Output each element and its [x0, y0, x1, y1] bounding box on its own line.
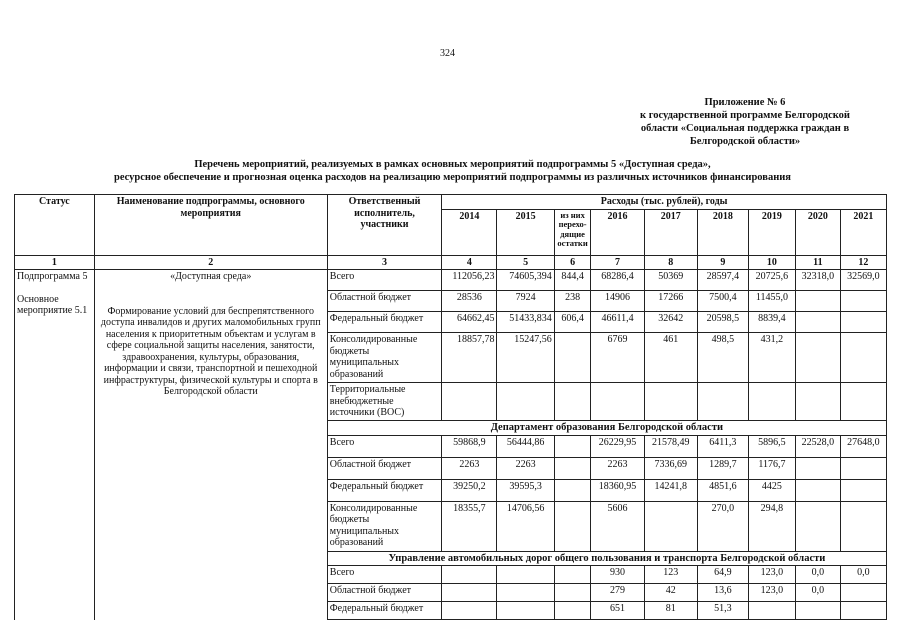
- value-cell: 294,8: [748, 501, 795, 551]
- value-cell: 6769: [591, 333, 644, 383]
- value-cell: 42: [644, 584, 697, 602]
- row-label: Областной бюджет: [327, 457, 441, 479]
- value-cell: 56444,86: [497, 435, 554, 457]
- value-cell: 844,4: [554, 270, 591, 291]
- value-cell: 74605,394: [497, 270, 554, 291]
- value-cell: 8839,4: [748, 312, 795, 333]
- value-cell: 59868,9: [442, 435, 497, 457]
- value-cell: [442, 383, 497, 421]
- value-cell: [554, 457, 591, 479]
- row-label: Федеральный бюджет: [327, 602, 441, 620]
- header-carryover: из них перехо-дящие остатки: [554, 209, 591, 255]
- value-cell: [840, 479, 886, 501]
- value-cell: 39250,2: [442, 479, 497, 501]
- value-cell: 13,6: [697, 584, 748, 602]
- value-cell: 0,0: [840, 566, 886, 584]
- value-cell: 2263: [591, 457, 644, 479]
- value-cell: 6411,3: [697, 435, 748, 457]
- value-cell: 14906: [591, 291, 644, 312]
- header-executor: Ответственный исполнитель, участники: [327, 195, 441, 256]
- value-cell: [840, 457, 886, 479]
- value-cell: 27648,0: [840, 435, 886, 457]
- value-cell: [795, 383, 840, 421]
- column-number: 3: [327, 255, 441, 270]
- column-number: 5: [497, 255, 554, 270]
- column-number: 4: [442, 255, 497, 270]
- department-title: Департамент образования Белгородской области: [327, 421, 886, 436]
- appendix-line: области «Социальная поддержка граждан в: [640, 123, 850, 134]
- value-cell: [554, 566, 591, 584]
- value-cell: [554, 602, 591, 620]
- value-cell: 46611,4: [591, 312, 644, 333]
- value-cell: [795, 501, 840, 551]
- table-row: [15, 270, 887, 291]
- header-year: 2019: [748, 209, 795, 255]
- column-number: 12: [840, 255, 886, 270]
- value-cell: 930: [591, 566, 644, 584]
- header-year: 2018: [697, 209, 748, 255]
- value-cell: 7500,4: [697, 291, 748, 312]
- row-label: Всего: [327, 435, 441, 457]
- value-cell: 0,0: [795, 566, 840, 584]
- header-year: 2015: [497, 209, 554, 255]
- value-cell: 461: [644, 333, 697, 383]
- value-cell: 15247,56: [497, 333, 554, 383]
- value-cell: 0,0: [795, 584, 840, 602]
- row-label: Всего: [327, 566, 441, 584]
- header-year: 2014: [442, 209, 497, 255]
- value-cell: 64662,45: [442, 312, 497, 333]
- value-cell: 28597,4: [697, 270, 748, 291]
- value-cell: 238: [554, 291, 591, 312]
- value-cell: 64,9: [697, 566, 748, 584]
- value-cell: [644, 383, 697, 421]
- header-name: Наименование подпрограммы, основного мероприятия: [94, 195, 327, 256]
- page-number: 324: [440, 48, 455, 59]
- value-cell: 81: [644, 602, 697, 620]
- value-cell: 651: [591, 602, 644, 620]
- column-number: 9: [697, 255, 748, 270]
- name-cell: [94, 270, 327, 620]
- heading-line: ресурсное обеспечение и прогнозная оценка расходов на реализацию мероприятий подпрограммы из различных источников финансирования: [114, 172, 791, 183]
- value-cell: [840, 584, 886, 602]
- value-cell: [442, 584, 497, 602]
- value-cell: 18360,95: [591, 479, 644, 501]
- value-cell: 20725,6: [748, 270, 795, 291]
- row-label: Областной бюджет: [327, 291, 441, 312]
- department-title: Управление автомобильных дорог общего пользования и транспорта Белгородской области: [327, 551, 886, 566]
- value-cell: [795, 312, 840, 333]
- status-line: Подпрограмма 5: [17, 271, 88, 282]
- value-cell: 112056,23: [442, 270, 497, 291]
- value-cell: 20598,5: [697, 312, 748, 333]
- value-cell: 32642: [644, 312, 697, 333]
- header-year: 2020: [795, 209, 840, 255]
- value-cell: [795, 333, 840, 383]
- subprogram-name: «Доступная среда»: [170, 271, 252, 282]
- appendix-line: к государственной программе Белгородской: [640, 110, 850, 121]
- value-cell: 7924: [497, 291, 554, 312]
- status-line: Основное: [17, 293, 59, 305]
- value-cell: 1176,7: [748, 457, 795, 479]
- value-cell: 51433,834: [497, 312, 554, 333]
- value-cell: [697, 383, 748, 421]
- value-cell: 123,0: [748, 566, 795, 584]
- value-cell: [840, 312, 886, 333]
- value-cell: 11455,0: [748, 291, 795, 312]
- value-cell: [591, 383, 644, 421]
- value-cell: [554, 435, 591, 457]
- value-cell: [748, 383, 795, 421]
- value-cell: [840, 333, 886, 383]
- document-heading: [0, 158, 905, 184]
- column-number: 6: [554, 255, 591, 270]
- value-cell: [554, 584, 591, 602]
- value-cell: 68286,4: [591, 270, 644, 291]
- column-number: 10: [748, 255, 795, 270]
- value-cell: 1289,7: [697, 457, 748, 479]
- value-cell: 498,5: [697, 333, 748, 383]
- value-cell: 51,3: [697, 602, 748, 620]
- value-cell: 5606: [591, 501, 644, 551]
- appendix-line: Приложение № 6: [704, 97, 786, 108]
- row-label: Всего: [327, 270, 441, 291]
- value-cell: [497, 584, 554, 602]
- value-cell: [795, 602, 840, 620]
- value-cell: 270,0: [697, 501, 748, 551]
- row-label: Федеральный бюджет: [327, 312, 441, 333]
- value-cell: 39595,3: [497, 479, 554, 501]
- value-cell: [554, 501, 591, 551]
- value-cell: 2263: [497, 457, 554, 479]
- value-cell: 4425: [748, 479, 795, 501]
- appendix-line: Белгородской области»: [689, 136, 801, 147]
- header-year: 2017: [644, 209, 697, 255]
- value-cell: [442, 566, 497, 584]
- value-cell: 7336,69: [644, 457, 697, 479]
- value-cell: 123: [644, 566, 697, 584]
- column-number: 1: [15, 255, 95, 270]
- row-label: Федеральный бюджет: [327, 479, 441, 501]
- value-cell: [840, 501, 886, 551]
- value-cell: 2263: [442, 457, 497, 479]
- value-cell: 18355,7: [442, 501, 497, 551]
- value-cell: 606,4: [554, 312, 591, 333]
- header-year: 2016: [591, 209, 644, 255]
- row-label: Консолидированные бюджеты муниципальных образований: [327, 333, 441, 383]
- measure-name: Формирование условий для беспрепятственного доступа инвалидов и других маломобильных групп населения к приоритетным объектам и услугам в сфере социальной защиты населения, занятости, здравоохранения, культуры, образования, информации и связи, транспортной и пешеходной инфраструктуры, физической культуры и спорта в Белгородской области: [100, 305, 321, 397]
- expenses-table: [14, 194, 887, 620]
- heading-line: Перечень мероприятий, реализуемых в рамках основных мероприятий подпрограммы 5 «Доступная среда»,: [194, 159, 711, 170]
- value-cell: 32569,0: [840, 270, 886, 291]
- header-status: Статус: [15, 195, 95, 256]
- header-year: 2021: [840, 209, 886, 255]
- value-cell: [795, 291, 840, 312]
- value-cell: 21578,49: [644, 435, 697, 457]
- value-cell: 5896,5: [748, 435, 795, 457]
- value-cell: 26229,95: [591, 435, 644, 457]
- value-cell: [554, 383, 591, 421]
- status-line: мероприятие 5.1: [17, 305, 88, 316]
- value-cell: [840, 291, 886, 312]
- column-number: 8: [644, 255, 697, 270]
- value-cell: [840, 383, 886, 421]
- value-cell: [497, 383, 554, 421]
- row-label: Консолидированные бюджеты муниципальных образований: [327, 501, 441, 551]
- value-cell: [795, 479, 840, 501]
- value-cell: 14706,56: [497, 501, 554, 551]
- value-cell: 123,0: [748, 584, 795, 602]
- value-cell: [554, 479, 591, 501]
- appendix-block: [625, 96, 865, 148]
- row-label: Территориальные внебюджетные источники (ВОС): [327, 383, 441, 421]
- value-cell: [748, 602, 795, 620]
- value-cell: 4851,6: [697, 479, 748, 501]
- value-cell: 17266: [644, 291, 697, 312]
- row-label: Областной бюджет: [327, 584, 441, 602]
- value-cell: 279: [591, 584, 644, 602]
- value-cell: [795, 457, 840, 479]
- value-cell: 28536: [442, 291, 497, 312]
- status-cell: [15, 270, 95, 620]
- value-cell: [554, 333, 591, 383]
- value-cell: 32318,0: [795, 270, 840, 291]
- column-number: 11: [795, 255, 840, 270]
- value-cell: [840, 602, 886, 620]
- value-cell: 18857,78: [442, 333, 497, 383]
- value-cell: 14241,8: [644, 479, 697, 501]
- value-cell: [644, 501, 697, 551]
- value-cell: 431,2: [748, 333, 795, 383]
- value-cell: [497, 602, 554, 620]
- column-number: 2: [94, 255, 327, 270]
- header-expenses: Расходы (тыс. рублей), годы: [442, 195, 887, 210]
- column-number-row: [15, 255, 887, 270]
- column-number: 7: [591, 255, 644, 270]
- value-cell: [442, 602, 497, 620]
- value-cell: 22528,0: [795, 435, 840, 457]
- value-cell: [497, 566, 554, 584]
- value-cell: 50369: [644, 270, 697, 291]
